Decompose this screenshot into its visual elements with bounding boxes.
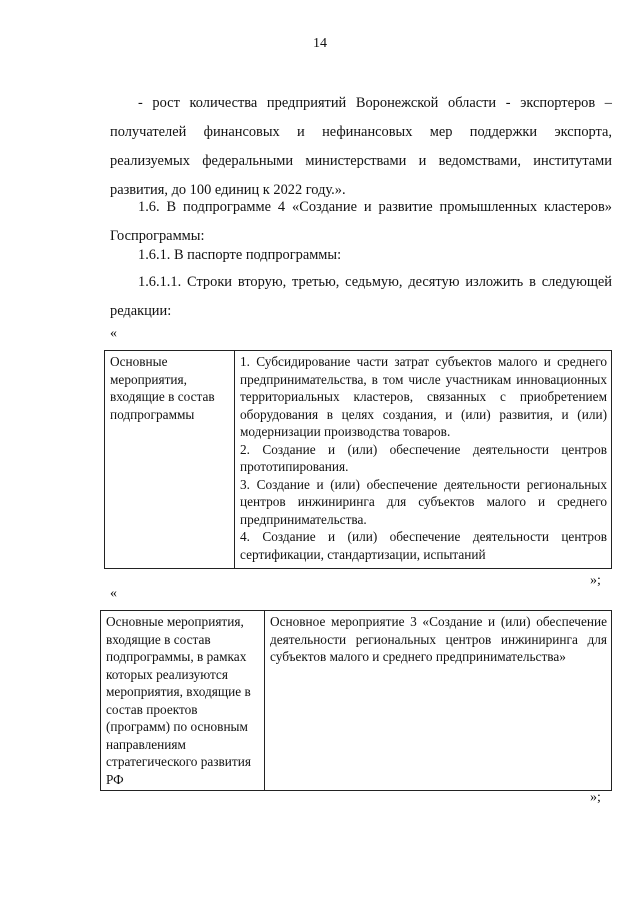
table-row	[101, 611, 612, 791]
activity-item-4: 4. Создание и (или) обеспечение деятельности центров сертификации, стандартизации, испытаний	[240, 529, 607, 562]
paragraph-export-growth: - рост количества предприятий Воронежской области - экспортеров – получателей финансовых и нефинансовых мер поддержки экспорта, реализуемых федеральными министерствами и ведомствами, институтами развития, до 100 единиц к 2022 году.».	[110, 95, 612, 198]
page-number: 14	[313, 36, 327, 51]
paragraph-passport: 1.6.1. В паспорте подпрограммы:	[138, 247, 342, 263]
table-value-cell	[235, 351, 612, 569]
table-value-cell: Основное мероприятие 3 «Создание и (или) обеспечение деятельности региональных центров инжиниринга для субъектов малого и среднего предпринимательства»	[265, 611, 612, 791]
activity-item-1: 1. Субсидирование части затрат субъектов малого и среднего предпринимательства, в том числе участникам инновационных территориальных кластеров, связанных с приобретением оборудования в целях создания, и (или) развития, и (или) модернизации производства товаров.	[240, 354, 607, 439]
table-label-cell: Основные мероприятия, входящие в состав подпрограммы, в рамках которых реализуются мероприятия, входящие в состав проектов (программ) по основным направлениям стратегического развития РФ	[101, 611, 265, 791]
paragraph-rows-edit: 1.6.1.1. Строки вторую, третью, седьмую, десятую изложить в следующей редакции:	[110, 274, 612, 319]
activity-item-2: 2. Создание и (или) обеспечение деятельности центров прототипирования.	[240, 441, 607, 474]
quote-close-2: »;	[590, 790, 601, 805]
quote-close-1: »;	[590, 573, 601, 588]
paragraph-subprogram-4: 1.6. В подпрограмме 4 «Создание и развитие промышленных кластеров» Госпрограммы:	[110, 199, 612, 244]
table-label-cell: Основные мероприятия, входящие в состав подпрограммы	[105, 351, 235, 569]
table-main-activities	[104, 350, 612, 569]
table-strategic-activities	[100, 610, 612, 791]
activity-item-3: 3. Создание и (или) обеспечение деятельности региональных центров инжиниринга для субъектов малого и среднего предпринимательства.	[240, 476, 607, 527]
quote-open-1: «	[110, 326, 117, 341]
quote-open-2: «	[110, 586, 117, 601]
table-row	[105, 351, 612, 569]
